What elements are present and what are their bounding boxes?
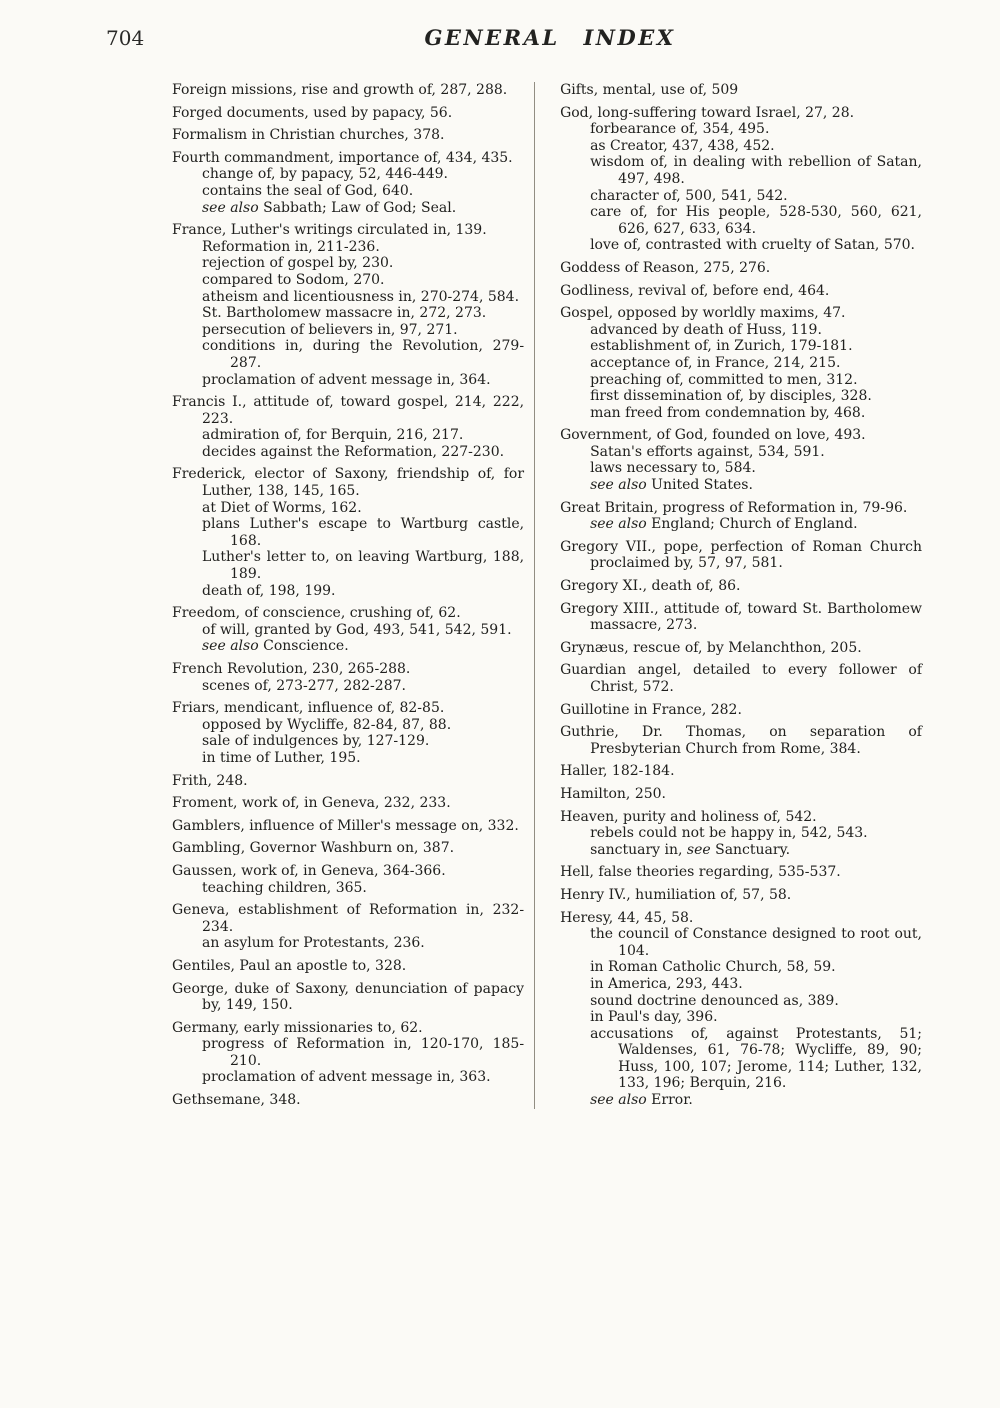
index-entry: opposed by Wycliffe, 82-84, 87, 88. xyxy=(202,716,452,733)
page-number: 704 xyxy=(106,26,145,50)
index-entry: Gregory VII., pope, perfection of Roman Church proclaimed by, 57, 97, 581. xyxy=(560,538,922,572)
index-entry: Great Britain, progress of Reformation in, 79-96. xyxy=(560,499,908,516)
index-entry: the council of Constance designed to root out, 104. xyxy=(590,926,922,959)
cross-reference-label: see also xyxy=(590,516,647,533)
index-entry: death of, 198, 199. xyxy=(202,582,336,599)
index-entry: Gregory XIII., attitude of, toward St. Bartholomew massacre, 273. xyxy=(560,600,922,634)
index-entry: France, Luther's writings circulated in, 139. xyxy=(172,222,487,239)
index-entry: see also Error. xyxy=(590,1092,693,1109)
index-entry: Gifts, mental, use of, 509 xyxy=(560,82,739,98)
index-entry: an asylum for Protestants, 236. xyxy=(202,935,425,952)
index-entry: sound doctrine denounced as, 389. xyxy=(590,992,839,1009)
index-entry: plans Luther's escape to Wartburg castle, 168. xyxy=(202,516,525,549)
index-entry: Foreign missions, rise and growth of, 287, 288. xyxy=(172,82,508,98)
index-entry: Francis I., attitude of, toward gospel, 214, 222, 223. xyxy=(172,394,525,427)
index-entry: persecution of believers in, 97, 271. xyxy=(202,321,458,338)
index-entry: Godliness, revival of, before end, 464. xyxy=(560,282,830,299)
cross-reference-label: see xyxy=(686,841,711,858)
index-entry: Geneva, establishment of Reformation in, 232-234. xyxy=(172,902,525,935)
index-entry: Reformation in, 211-236. xyxy=(202,238,380,255)
index-entry: sanctuary in, see Sanctuary. xyxy=(590,841,791,858)
index-entry: as Creator, 437, 438, 452. xyxy=(590,137,775,154)
index-entry: rejection of gospel by, 230. xyxy=(202,255,394,272)
index-entry: love of, contrasted with cruelty of Satan, 570. xyxy=(590,237,915,254)
index-entry: establishment of, in Zurich, 179-181. xyxy=(590,338,853,355)
index-entry: teaching children, 365. xyxy=(202,879,367,896)
index-entry: Gaussen, work of, in Geneva, 364-366. xyxy=(172,862,446,879)
index-entry: Heresy, 44, 45, 58. xyxy=(560,909,694,926)
index-entry: at Diet of Worms, 162. xyxy=(202,499,362,516)
index-entry: in Paul's day, 396. xyxy=(590,1009,718,1026)
index-entry: of will, granted by God, 493, 541, 542, 591. xyxy=(202,621,512,638)
index-entry: Hamilton, 250. xyxy=(560,785,666,802)
index-entry: in time of Luther, 195. xyxy=(202,749,361,766)
index-entry: admiration of, for Berquin, 216, 217. xyxy=(202,427,464,444)
index-entry: accusations of, against Protestants, 51; Waldenses, 61, 76-78; Wycliffe, 89, 90; Huss, 100, 107; Jerome, 114; Luther, 132, 133, 196; Berquin, 216. xyxy=(590,1025,922,1092)
index-entry: Gregory XI., death of, 86. xyxy=(560,578,741,595)
index-entry: wisdom of, in dealing with rebellion of Satan, 497, 498. xyxy=(590,154,922,187)
index-entry: Freedom, of conscience, crushing of, 62. xyxy=(172,605,461,622)
index-entry: Frederick, elector of Saxony, friendship of, for Luther, 138, 145, 165. xyxy=(172,466,525,500)
index-entry: God, long-suffering toward Israel, 27, 28. xyxy=(560,104,855,121)
index-entry: Forged documents, used by papacy, 56. xyxy=(172,104,453,121)
index-entry: proclamation of advent message in, 364. xyxy=(202,371,491,388)
index-entry: Goddess of Reason, 275, 276. xyxy=(560,259,771,276)
index-entry: Haller, 182-184. xyxy=(560,763,675,780)
index-entry: Frith, 248. xyxy=(172,772,248,789)
index-entry: care of, for His people, 528-530, 560, 621, 626, 627, 633, 634. xyxy=(590,204,922,237)
index-entry: see also England; Church of England. xyxy=(590,516,858,533)
index-entry: Froment, work of, in Geneva, 232, 233. xyxy=(172,795,451,812)
index-column-right xyxy=(534,82,922,1109)
index-entry: conditions in, during the Revolution, 279-287. xyxy=(202,338,525,371)
index-entry: Gospel, opposed by worldly maxims, 47. xyxy=(560,305,846,322)
cross-reference-label: see also xyxy=(590,1092,647,1109)
index-entry: Heaven, purity and holiness of, 542. xyxy=(560,808,817,825)
index-entry: proclamation of advent message in, 363. xyxy=(202,1069,491,1086)
index-entry: French Revolution, 230, 265-288. xyxy=(172,661,411,677)
index-entry: Gambling, Governor Washburn on, 387. xyxy=(172,840,455,857)
index-entry: first dissemination of, by disciples, 328. xyxy=(590,388,872,405)
index-entry: Fourth commandment, importance of, 434, 435. xyxy=(172,149,513,166)
index-entry: character of, 500, 541, 542. xyxy=(590,187,788,204)
cross-reference-label: see also xyxy=(590,477,647,494)
index-entry: in Roman Catholic Church, 58, 59. xyxy=(590,959,836,976)
index-entry: Hell, false theories regarding, 535-537. xyxy=(560,864,841,881)
index-entry: Luther's letter to, on leaving Wartburg, 188, 189. xyxy=(202,549,525,583)
index-entry: Friars, mendicant, influence of, 82-85. xyxy=(172,700,445,717)
index-column-left xyxy=(172,82,524,1109)
index-entry: scenes of, 273-277, 282-287. xyxy=(202,677,406,694)
index-entry: sale of indulgences by, 127-129. xyxy=(202,733,430,750)
index-entry: Gethsemane, 348. xyxy=(172,1092,301,1109)
page-title: GENERAL INDEX xyxy=(424,25,676,50)
index-entry: Gentiles, Paul an apostle to, 328. xyxy=(172,957,407,974)
index-entry: see also Sabbath; Law of God; Seal. xyxy=(202,199,457,216)
cross-reference-label: see also xyxy=(202,199,259,216)
index-entry: decides against the Reformation, 227-230. xyxy=(202,443,505,460)
index-entry: Formalism in Christian churches, 378. xyxy=(172,127,445,144)
index-entry: man freed from condemnation by, 468. xyxy=(590,404,866,421)
index-entry: Grynæus, rescue of, by Melanchthon, 205. xyxy=(560,639,862,656)
index-entry: Guillotine in France, 282. xyxy=(560,701,742,718)
index-entry: Satan's efforts against, 534, 591. xyxy=(590,443,825,460)
index-entry: contains the seal of God, 640. xyxy=(202,182,414,199)
index-entry: see also Conscience. xyxy=(202,638,349,655)
index-entry: Henry IV., humiliation of, 57, 58. xyxy=(560,886,792,903)
index-entry: George, duke of Saxony, denunciation of papacy by, 149, 150. xyxy=(172,980,525,1014)
index-entry: Guthrie, Dr. Thomas, on separation of Presbyterian Church from Rome, 384. xyxy=(560,724,922,757)
index-entry: preaching of, committed to men, 312. xyxy=(590,371,858,388)
index-entry: Gamblers, influence of Miller's message on, 332. xyxy=(172,817,519,834)
index-entry: rebels could not be happy in, 542, 543. xyxy=(590,825,868,842)
index-entry: in America, 293, 443. xyxy=(590,975,743,992)
index-entry: St. Bartholomew massacre in, 272, 273. xyxy=(202,305,487,322)
index-entry: acceptance of, in France, 214, 215. xyxy=(590,354,841,371)
index-entry: see also United States. xyxy=(590,477,753,494)
index-columns xyxy=(172,82,922,1109)
index-entry: compared to Sodom, 270. xyxy=(202,271,385,288)
index-entry: atheism and licentiousness in, 270-274, 584. xyxy=(202,288,520,305)
index-entry: advanced by death of Huss, 119. xyxy=(590,321,822,338)
index-entry: change of, by papacy, 52, 446-449. xyxy=(202,166,448,183)
index-entry: progress of Reformation in, 120-170, 185-210. xyxy=(202,1036,525,1069)
index-entry: Guardian angel, detailed to every follower of Christ, 572. xyxy=(560,662,922,695)
index-entry: Government, of God, founded on love, 493. xyxy=(560,427,866,444)
index-entry: Germany, early missionaries to, 62. xyxy=(172,1019,423,1036)
index-entry: forbearance of, 354, 495. xyxy=(590,121,770,138)
index-entry: laws necessary to, 584. xyxy=(590,460,756,477)
cross-reference-label: see also xyxy=(202,638,259,655)
